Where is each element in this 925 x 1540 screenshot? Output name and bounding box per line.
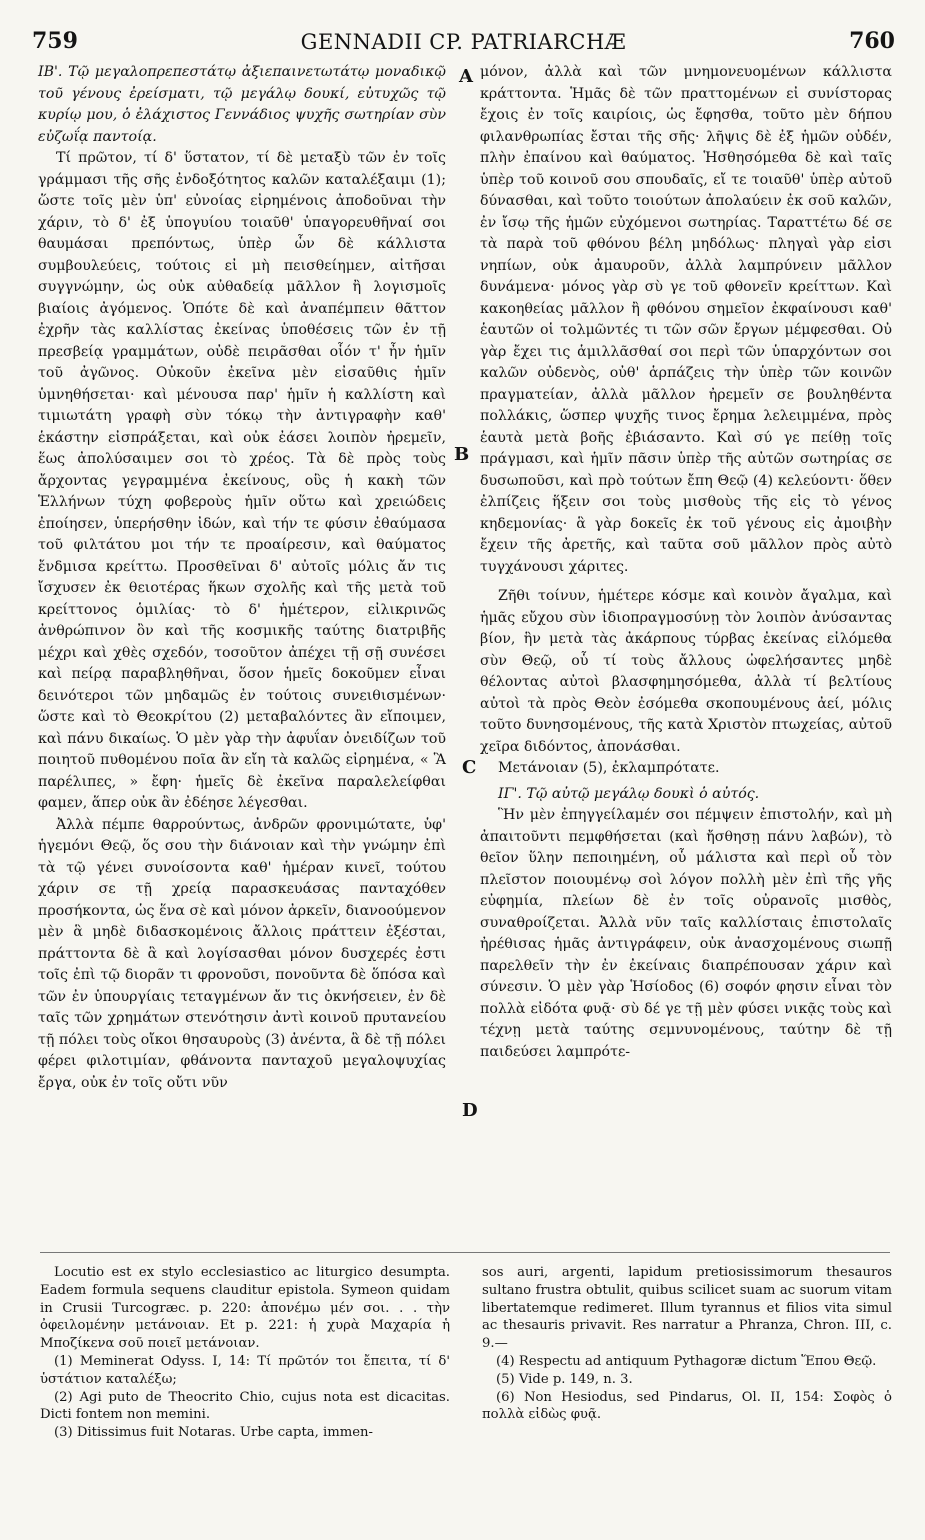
- footnotes-left: [40, 1264, 450, 1442]
- footnote-divider: [40, 1252, 890, 1253]
- footnote: (1) Meminerat Odyss. I, 14: Τί πρῶτόν τοι ἔπειτα, τί δ' ὑστάτιον καταλέξω;: [40, 1353, 450, 1387]
- margin-letter-d: D: [462, 1100, 478, 1121]
- page-number-right: 760: [849, 28, 895, 54]
- footnote: (4) Respectu ad antiquum Pythagoræ dictum Ἕπου Θεῷ.: [496, 1353, 877, 1369]
- right-text-column: [480, 62, 892, 1063]
- margin-letter-b: B: [454, 444, 470, 465]
- footnote: (5) Vide p. 149, n. 3.: [496, 1371, 633, 1387]
- paragraph: Ἀλλὰ πέμπε θαρρούντως, ἀνδρῶν φρονιμώτατε, ὑφ' ἡγεμόνι Θεῷ, ὅς σου τὴν διάνοιαν καὶ τὴν γνώμην ἐπὶ τὰ τῷ γένει συνοίσοντα καθ' ἡμέραν κινεῖ, τούτου χάριν σε τῇ χρείᾳ παρασκευάσας πανταχόθεν προσήκοντα, ὡς ἕνα σὲ καὶ μόνον ἀρκεῖν, διανοούμενον μὲν ἃ μηδὲ διδασκομένοις ἄλλοις πράττειν ἐξέσται, πράττοντα δὲ ἃ καὶ λογίσασθαι μόνον δυσχερές ἐστι τοῖς ἐπὶ τῷ διορᾶν τι φρονοῦσι, πονοῦντα δὲ ὅπόσα καὶ τῶν ἐν ὑπουργίαις τεταγμένων ἄν τις ὀκνήσειεν, ἐν δὲ ταῖς τῶν χρημάτων στενότησιν ἀντὶ κοινοῦ πρυτανείου τῇ πόλει τοὺς οἴκοι θησαυροὺς (3) ἀνέντα, ἃ δὲ τῇ πόλει φέρει φιλοτιμίαν, φθάνοντα πανταχοῦ μεγαλοψυχίας ἔργα, οὐκ ἐν τοῖς οὔτι νῦν: [38, 816, 446, 1091]
- paragraph: Ζῆθι τοίνυν, ἡμέτερε κόσμε καὶ κοινὸν ἄγαλμα, καὶ ἡμᾶς εὔχου σὺν ἰδιοπραγμοσύνῃ τὸν λοιπὸν ἀνύσαντας βίον, ἣν μετὰ τὰς ἀκάρπους τύρβας ἐκείνας εἰλόμεθα σὺν Θεῷ, οὗ τί τοὺς ἄλλους ὠφελήσαντες μηδὲ θέλοντας αὐτοὶ βλασφημησόμεθα, ἀλλὰ τί βελτίους αὐτοὶ τὰ πρὸς Θεὸν ἐσόμεθα σκοπουμένους ἀεί, μόλις τοῦτο δυνησομένους, τῆς κατὰ Χριστὸν πτωχείας, αὐτοῦ χεῖρα διδόντος, ἀπονάσθαι.: [480, 588, 892, 755]
- footnote: sos auri, argenti, lapidum pretiosissimorum thesauros sultano frustra obtulit, quibus scilicet suam ac suorum vitam libertatemque redimeret. Illum tyrannus et filios vita simul ac thesauris privavit. Res narratur a Phranza, Chron. III, c. 9.—: [482, 1265, 892, 1352]
- running-title: GENNADII CP. PATRIARCHÆ: [300, 30, 627, 54]
- footnote: (3) Ditissimus fuit Notaras. Urbe capta, immen-: [54, 1425, 374, 1441]
- margin-letter-a: A: [459, 66, 473, 87]
- footnotes-right: [482, 1264, 892, 1424]
- margin-letter-c: C: [462, 757, 477, 778]
- left-text-column: [38, 62, 446, 1094]
- footnote: (6) Non Hesiodus, sed Pindarus, Ol. II, 154: Σοφὸς ὁ πολλὰ εἰδὼς φυᾷ.: [482, 1389, 892, 1423]
- letter-13-heading: ΙΓ'. Τῷ αὐτῷ μεγάλῳ δουκὶ ὁ αὐτός.: [498, 785, 760, 802]
- running-header: [32, 28, 895, 58]
- page-number-left: 759: [32, 28, 78, 54]
- footnote: (2) Agi puto de Theocrito Chio, cujus nota est dicacitas. Dicti fontem non memini.: [40, 1389, 450, 1423]
- closing-formula: Μετάνοιαν (5), ἐκλαμπρότατε.: [498, 760, 720, 776]
- paragraph: Ἣν μὲν ἐπηγγείλαμέν σοι πέμψειν ἐπιστολήν, καὶ μὴ ἀπαιτοῦντι πεμφθήσεται (καὶ ἤσθησῃ πάνυ λαβών), τὸ θεῖον ὕλην πεποιημένη, οὗ μάλιστα καὶ περὶ οὗ τὸν πλεῖστον ποιουμένῳ σοὶ λόγον πολλὴ μὲν ἐπὶ τῆς γῆς εὐφημία, πλείων δὲ ἐν τοῖς οὐρανοῖς μισθὸς, συναθροίζεται. Ἀλλὰ νῦν ταῖς καλλίσταις ἐπιστολαῖς ἠρέθισας ἡμᾶς ἀντιγράφειν, οὐκ ἀνασχομένους σιωπῇ παρελθεῖν τὴν ἐν ἐκείναις διαπρέπουσαν χάριν καὶ σύνεσιν. Ὁ μὲν γὰρ Ἡσίοδος (6) σοφόν φησιν εἶναι τὸν πολλὰ εἰδότα φυᾷ· σὺ δέ γε τῇ μὲν φύσει νικᾷς τοὺς καὶ τέχνῃ μετὰ ταύτης σεμνυνομένους, ταύτην δὲ τῇ παιδεύσει λαμπρότε-: [480, 807, 892, 1060]
- letter-12-heading: ΙΒ'. Τῷ μεγαλοπρεπεστάτῳ ἀξιεπαινετωτάτῳ μοναδικῷ τοῦ γένους ἐρείσματι, τῷ μεγάλῳ δουκί, εὐτυχῶς τῷ κυρίῳ μου, ὁ ἐλάχιστος Γεννάδιος ψυχῆς σωτηρίαν σὺν εὐζωΐᾳ παντοίᾳ.: [38, 64, 446, 145]
- footnote: Locutio est ex stylo ecclesiastico ac liturgico desumpta. Eadem formula sequens clauditur epistola. Symeon quidam in Crusii Turcogræc. p. 220: ἀπονέμω μέν σοι. . . τὴν ὀφειλομένην μετάνοιαν. Et p. 221: ἡ χυρὰ Μαχαρία ἡ Μποζίκενα σοῦ ποιεῖ μετάνοιαν.: [40, 1265, 450, 1352]
- paragraph: Τί πρῶτον, τί δ' ὕστατον, τί δὲ μεταξὺ τῶν ἐν τοῖς γράμμασι τῆς σῆς ἐνδοξότητος καλῶν καταλέξαιμι (1); ὥστε τοῖς μὲν ὑπ' εὐνοίας εἰρημένοις ἀποδοῦναι τὴν χάριν, τὸ δ' ἐξ ὑπογυίου τοιαῦθ' ὑπαγορευθῆναί σοι θαυμάσαι πρεπόντως, ὑπὲρ ὧν δὲ κάλλιστα συμβουλεύεις, τούτοις εἰ μὴ πεισθείημεν, αἰτῆσαι συγγνώμην, ὡς οὐκ αὐθαδείᾳ μᾶλλον ἢ λογισμοῖς βιαίοις ἀγόμενος. Ὁπότε δὲ καὶ ἀναπέμπειν θᾶττον ἐχρῆν τὰς καλλίστας ἐκείνας ὑποθέσεις τῶν ἐν τῇ πρεσβείᾳ γραμμάτων, οὐδὲ πειρᾶσθαι οἷόν τ' ἦν ἡμῖν τοῦ ἀγῶνος. Οὐκοῦν ἐκεῖνα μὲν εἰσαῦθις ἡμῖν ὑμνηθήσεται· καὶ μένουσα παρ' ἡμῖν ἡ καλλίστη καὶ τιμιωτάτη γραφὴ σὺν τόκῳ τὴν ἀντιγραφὴν καθ' ἑκάστην εἰσπράξεται, καὶ οὐκ ἐάσει λοιπὸν ἠρεμεῖν, ἕως ἀπολύσαιμεν σοι τὸ χρέος. Τὰ δὲ πρὸς τοὺς ἄρχοντας γεγραμμένα ἐκείνους, οὓς ἡ κακὴ τῶν Ἑλλήνων τύχη φοβεροὺς ἡμῖν οὕτω καὶ χρειώδεις ἐποίησεν, ὑπερήσθην ἰδών, καὶ τήν τε φύσιν ἐθαύμασα τοῦ φιλτάτου μοι τήν τε προαίρεσιν, καὶ θαύματος ἔνδμισα κρείττω. Προσθεῖναι δ' αὐτοῖς μόλις ἄν τις ἴσχυσεν ἐκ θειοτέρας ἥκων σχολῆς καὶ τῆς μετὰ τοῦ κρείττονος ὁμιλίας· τὸ δ' ἡμέτερον, εἰλικρινῶς ἀνθρώπινον ὂν καὶ τῆς κοσμικῆς ταύτης διατριβῆς μέχρι καὶ χθὲς σχεδόν, τοσοῦτον ἀπέχει τῇ σῇ συνέσει καὶ πείρᾳ παραβληθῆναι, ὅσον ἡμεῖς δοκοῦμεν εἶναι δεινότεροι τῶν μηδαμῶς ἐν τούτοις συνειθισμένων· ὥστε καὶ τὸ Θεοκρίτου (2) μεταβαλόντες ἂν εἴποιμεν, καὶ πάνυ δικαίως. Ὁ μὲν γὰρ τὴν ἀφυΐαν ὀνειδίζων τοῦ ποιητοῦ πυθομένου ποῖα ἂν εἴη τὰ καλῶς εἰρημένα, « Ἃ παρέλιπες, » ἔφη· ἡμεῖς δὲ ἐκεῖνα παραλελείφθαι φαμεν, ἅπερ οὐκ ἂν ἐδέησε λέγεσθαι.: [38, 150, 446, 811]
- paragraph: μόνον, ἀλλὰ καὶ τῶν μνημονευομένων κάλλιστα κράττοντα. Ἡμᾶς δὲ τῶν πραττομένων εἰ συνίστορας ἔχοις ἐν τοῖς καιρίοις, ὡς ἔφησθα, τοῦτο μὲν δήπου φιλανθρωπίας ἔσται τῆς σῆς· λῆψις δὲ ἐξ ἡμῶν οὐδέν, πλὴν ἐπαίνου καὶ θαύματος. Ἡσθησόμεθα δὲ καὶ ταῖς ὑπὲρ τοῦ κοινοῦ σου σπουδαῖς, εἴ τε τοιαῦθ' ὑπὲρ αὐτοῦ δύνασθαι, καὶ τοῦτο τοιούτων ἀπολαύειν ἐκ σοῦ καλῶν, ἐν ἴσῳ τῆς ἡμῶν εὐχόμενοι σωτηρίας. Ταραττέτω δέ σε τὰ παρὰ τοῦ φθόνου βέλη μηδόλως· πληγαὶ γὰρ εἰσι νηπίων, οὐκ ἀμαυροῦν, ἀλλὰ λαμπρύνειν μᾶλλον δυνάμενα· μόνος γὰρ σὺ γε τοῦ φθονεῖν κρείττων. Καὶ κακοηθείας μᾶλλον ἢ φθόνου σημεῖον ἐκφαίνουσι καθ' ἑαυτῶν οἱ τολμῶντές τι τῶν σῶν ἔργων μέμφεσθαι. Οὐ γὰρ ἔχει τις ἁμιλλᾶσθαί σοι περὶ τῶν ὑπαρχόντων σοι καλῶν οὐδενὸς, οὐθ' ἁρπάζεις τὴν ὑπὲρ τῶν κοινῶν πραγματείαν, ἀλλὰ μᾶλλον ἠρεμεῖν σε βουληθέντα πολλάκις, ὥσπερ ψυχῆς τινος ἔρημα λελειμμένα, πρὸς ἑαυτὰ μετὰ βοῆς ἐβιάσαντο. Καὶ σύ γε πείθῃ τοῖς πράγμασι, καὶ ἡμῖν πᾶσιν ὑπὲρ τῆς αὐτῶν σωτηρίας σε δυσωποῦσι, καὶ πρὸ τούτων ἔπη Θεῷ (4) κελεύοντι· ὅθεν ἐλπίζεις ἥξειν σοι τοὺς μισθοὺς τῆς εἰς τὸ γένος κηδεμονίας· ἃ γὰρ δοκεῖς ἐκ τοῦ γένους εἰς ἀμοιβὴν ἔχειν τῆς ἀρετῆς, καὶ ταῦτα σοῦ μᾶλλον πρὸς αὐτὸ τυγχάνουσι χάριτες.: [480, 64, 892, 575]
